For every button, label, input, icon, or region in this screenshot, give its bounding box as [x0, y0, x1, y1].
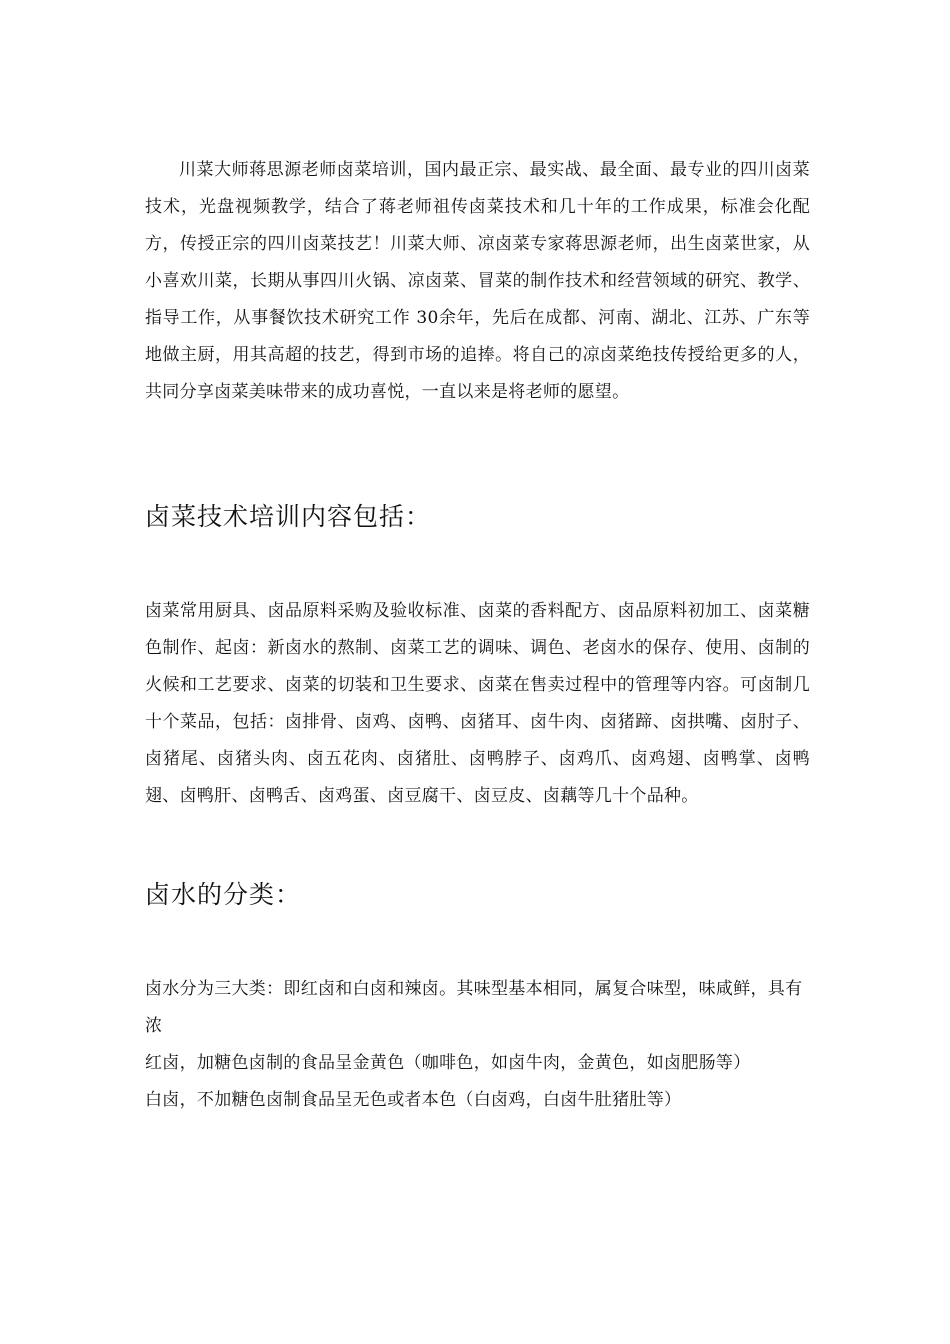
training-content-paragraph: 卤菜常用厨具、卤品原料采购及验收标准、卤菜的香料配方、卤品原料初加工、卤菜糖色制作、起卤：新卤水的熬制、卤菜工艺的调味、调色、老卤水的保存、使用、卤制的火候和工艺要求、卤菜的切装和卫生要求、卤菜在售卖过程中的管理等内容。可卤制几十个菜品，包括：卤排骨、卤鸡、卤鸭、卤猪耳、卤牛肉、卤猪蹄、卤拱嘴、卤肘子、卤猪尾、卤猪头肉、卤五花肉、卤猪肚、卤鸭脖子、卤鸡爪、卤鸡翅、卤鸭掌、卤鸭翅、卤鸭肝、卤鸭舌、卤鸡蛋、卤豆腐干、卤豆皮、卤藕等几十个品种。: [145, 601, 810, 806]
brine-types-line-1: 卤水分为三大类：即红卤和白卤和辣卤。其味型基本相同，属复合味型，味咸鲜，具有浓: [145, 979, 803, 1036]
training-content-heading: 卤菜技术培训内容包括：: [145, 502, 432, 531]
document-page: [145, 152, 810, 1119]
intro-paragraph: 川菜大师蒋思源老师卤菜培训，国内最正宗、最实战、最全面、最专业的四川卤菜技术，光盘视频教学，结合了蒋老师祖传卤菜技术和几十年的工作成果，标准会化配方，传授正宗的四川卤菜技艺！川菜大师、凉卤菜专家蒋思源老师，出生卤菜世家，从小喜欢川菜，长期从事四川火锅、凉卤菜、冒菜的制作技术和经营领域的研究、教学、指导工作，从事餐饮技术研究工作 30余年，先后在成都、河南、湖北、江苏、广东等地做主厨，用其高超的技艺，得到市场的追捧。将自己的凉卤菜绝技传授给更多的人，共同分享卤菜美味带来的成功喜悦，一直以来是将老师的愿望。: [145, 160, 810, 402]
brine-types-heading: 卤水的分类：: [145, 880, 302, 909]
brine-types-line-3: 白卤，不加糖色卤制食品呈无色或者本色（白卤鸡，白卤牛肚猪肚等）: [145, 1090, 682, 1110]
brine-types-line-2: 红卤，加糖色卤制的食品呈金黄色（咖啡色，如卤牛肉，金黄色，如卤肥肠等）: [145, 1053, 751, 1073]
